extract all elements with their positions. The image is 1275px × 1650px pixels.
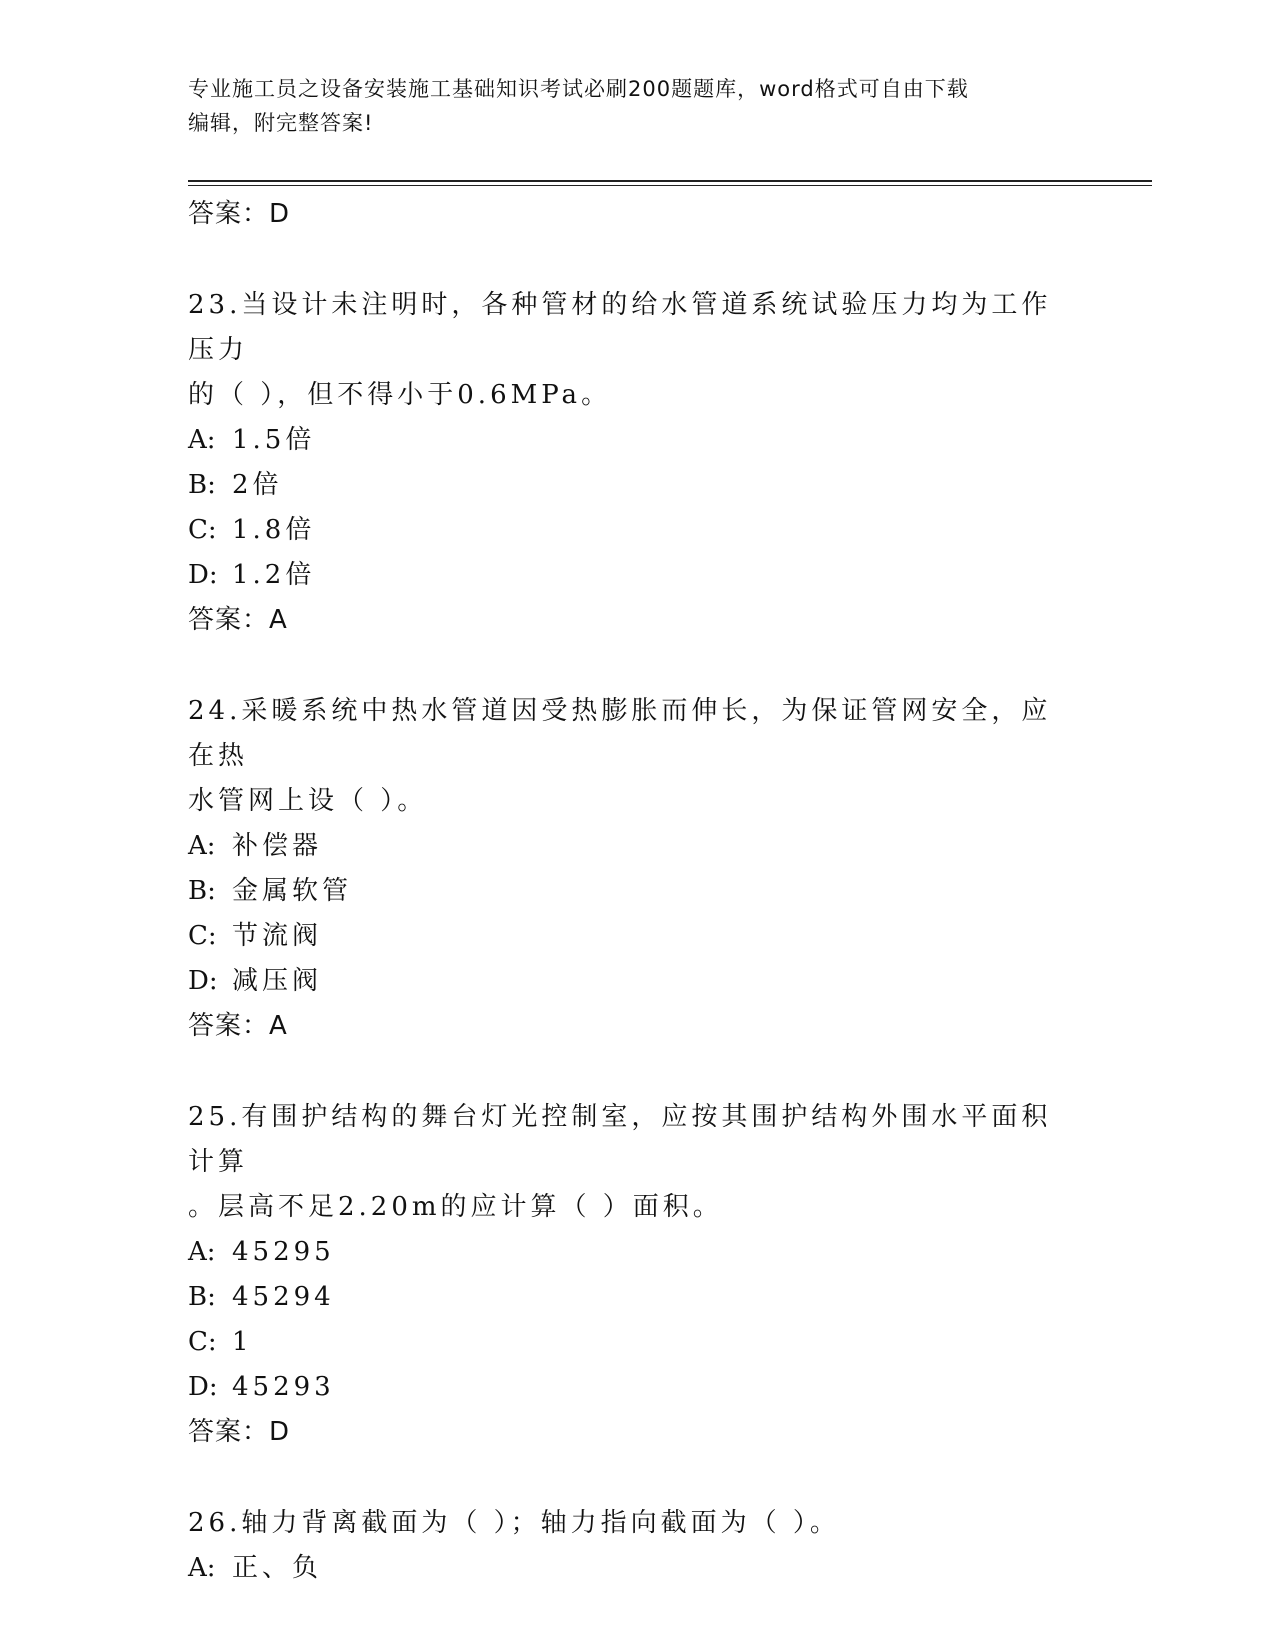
- question-stem-line: 23.当设计未注明时，各种管材的给水管道系统试验压力均为工作压力: [188, 290, 1052, 365]
- option-b: [188, 1275, 1078, 1320]
- option-letter: B:: [188, 876, 216, 906]
- option-text: 1.5倍: [232, 425, 316, 455]
- option-letter: B:: [188, 470, 216, 500]
- answer-line: 答案：A: [188, 605, 288, 635]
- option-d: [188, 959, 1078, 1004]
- question-stem-line: 水管网上设（ ）。: [188, 786, 428, 816]
- option-text: 1: [232, 1327, 253, 1357]
- option-letter: B:: [188, 1282, 216, 1312]
- question-stem-line: 的（ ），但不得小于0.6MPa。: [188, 380, 612, 410]
- option-letter: A:: [188, 831, 216, 861]
- option-b: [188, 869, 1078, 914]
- question-stem-line: 26.轴力背离截面为（ ）；轴力指向截面为（ ）。: [188, 1508, 840, 1538]
- answer-line: 答案：A: [188, 1011, 288, 1041]
- previous-answer: 答案：D: [188, 199, 291, 229]
- question-stem: [188, 1501, 1078, 1546]
- document-header: [188, 72, 1088, 140]
- option-c: [188, 914, 1078, 959]
- question-24: [188, 689, 1078, 1049]
- option-letter: D:: [188, 966, 218, 996]
- option-d: [188, 1365, 1078, 1410]
- option-text: 正、负: [232, 1553, 323, 1583]
- answer-line: 答案：D: [188, 1417, 291, 1447]
- option-letter: C:: [188, 1327, 217, 1357]
- header-divider-thin: [188, 185, 1152, 186]
- question-25: [188, 1095, 1078, 1455]
- question-stem-line: 。层高不足2.20m的应计算（ ）面积。: [188, 1192, 723, 1222]
- option-text: 45295: [232, 1237, 335, 1267]
- option-a: [188, 418, 1078, 463]
- option-letter: D:: [188, 560, 218, 590]
- option-text: 金属软管: [232, 876, 353, 906]
- option-letter: D:: [188, 1372, 218, 1402]
- option-text: 节流阀: [232, 921, 323, 951]
- option-letter: A:: [188, 425, 216, 455]
- option-c: [188, 1320, 1078, 1365]
- option-d: [188, 553, 1078, 598]
- question-stem: [188, 689, 1078, 824]
- option-c: [188, 508, 1078, 553]
- option-text: 补偿器: [232, 831, 323, 861]
- header-divider-thick: [188, 180, 1152, 182]
- option-a: [188, 1546, 1078, 1591]
- option-text: 2倍: [232, 470, 283, 500]
- header-title-line-1: 专业施工员之设备安装施工基础知识考试必刷200题题库，word格式可自由下载: [188, 77, 969, 101]
- question-23: [188, 283, 1078, 643]
- question-26: [188, 1501, 1078, 1591]
- option-a: [188, 1230, 1078, 1275]
- option-b: [188, 463, 1078, 508]
- question-stem-line: 24.采暖系统中热水管道因受热膨胀而伸长，为保证管网安全，应在热: [188, 696, 1052, 771]
- option-text: 45294: [232, 1282, 335, 1312]
- header-title-line-2: 编辑，附完整答案!: [188, 111, 374, 135]
- option-a: [188, 824, 1078, 869]
- option-letter: C:: [188, 921, 217, 951]
- question-stem: [188, 283, 1078, 418]
- option-letter: A:: [188, 1553, 216, 1583]
- option-text: 1.2倍: [232, 560, 316, 590]
- option-text: 1.8倍: [232, 515, 316, 545]
- option-letter: C:: [188, 515, 217, 545]
- question-stem: [188, 1095, 1078, 1230]
- question-list: [188, 192, 1078, 1591]
- option-text: 减压阀: [232, 966, 323, 996]
- option-text: 45293: [232, 1372, 335, 1402]
- question-stem-line: 25.有围护结构的舞台灯光控制室，应按其围护结构外围水平面积计算: [188, 1102, 1052, 1177]
- option-letter: A:: [188, 1237, 216, 1267]
